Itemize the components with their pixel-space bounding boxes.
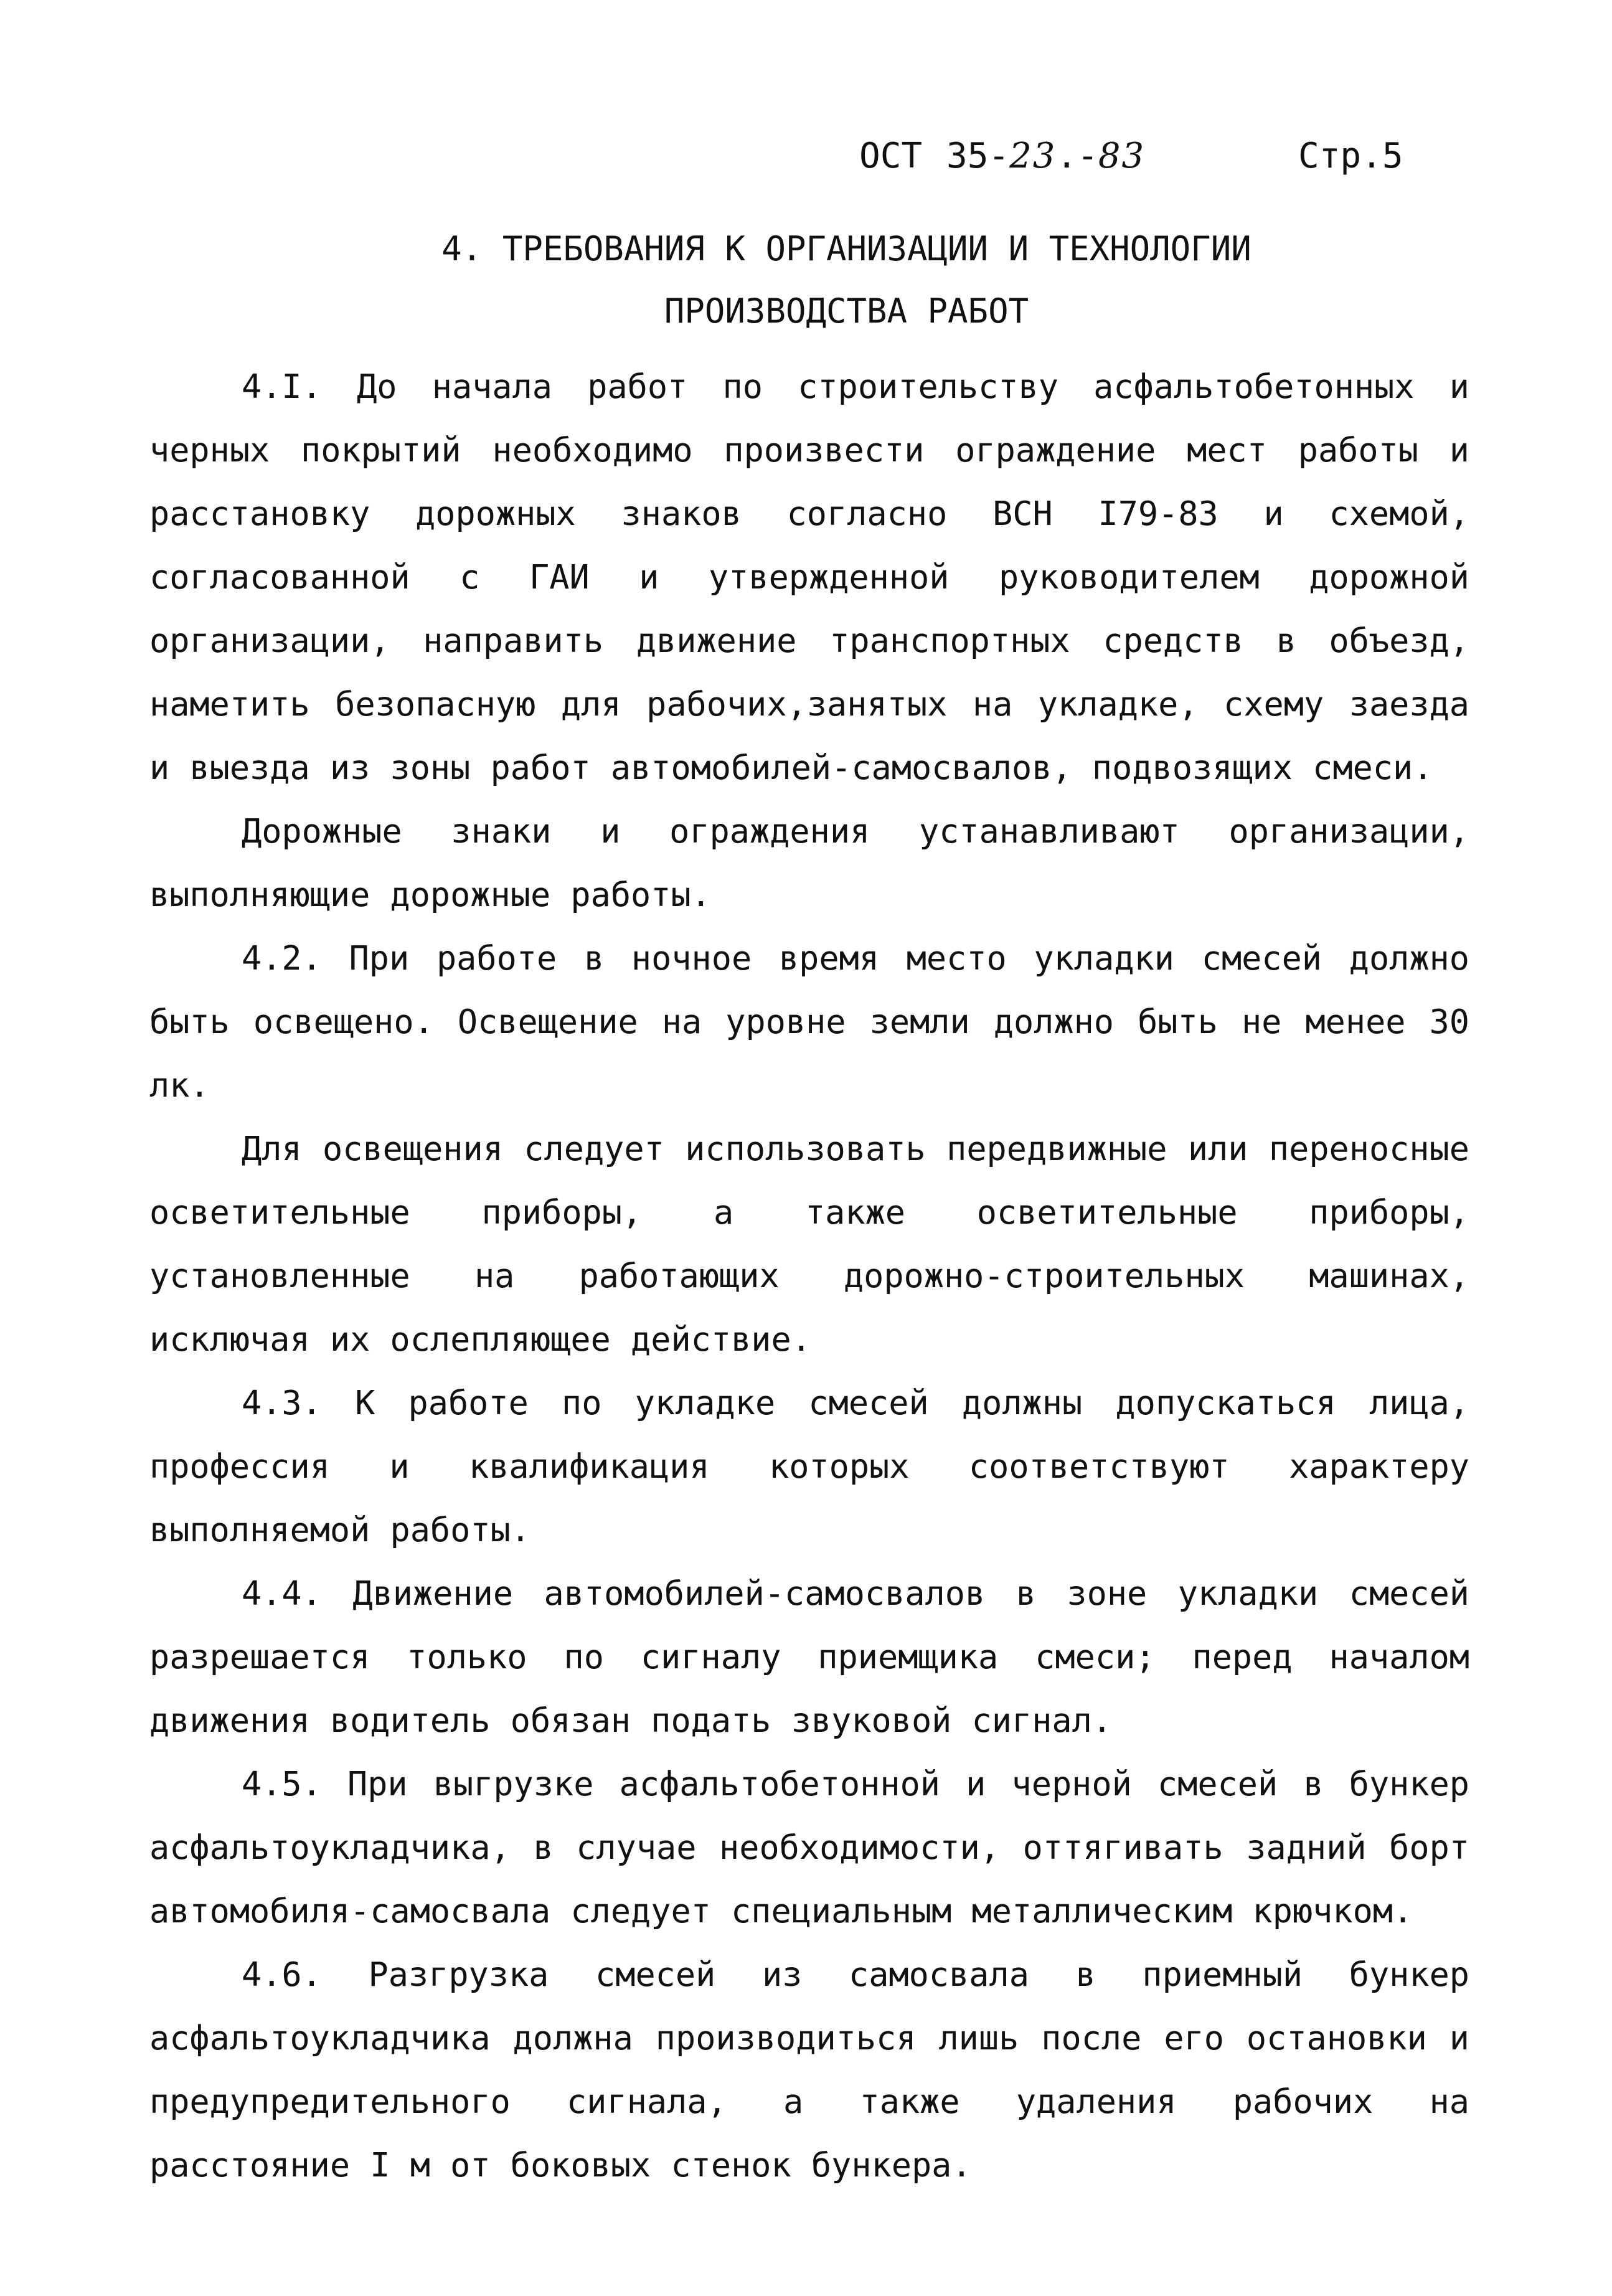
paragraph-4-6: 4.6. Разгрузка смесей из самосвала в приемный бункер асфальтоукладчика должна производиться лишь после его остановки и предупредительного сигнала, а также удаления рабочих на расстояние I м от боковых стенок бункера. — [149, 1955, 1469, 2185]
handwritten-number-2: 83 — [1098, 136, 1146, 176]
section-title-line-1: 4. ТРЕБОВАНИЯ К ОРГАНИЗАЦИИ И ТЕХНОЛОГИИ — [441, 229, 1251, 268]
paragraph-4-1-signs: Дорожные знаки и ограждения устанавливают организации, выполняющие дорожные работы. — [149, 811, 1469, 914]
handwritten-number-1: 23 — [1009, 136, 1057, 176]
page-header — [859, 136, 1482, 204]
standard-number-separator: .- — [1056, 136, 1098, 176]
standard-number — [946, 136, 1145, 176]
paragraph-4-1: 4.I. До начала работ по строительству асфальтобетонных и черных покрытий необходимо произвести ограждение мест работы и расстановку дорожных знаков согласно ВСН I79-83 и схемой, согласованной с ГАИ и утвержденной руководителем дорожной организации, направить движение транспортных средств в объезд, наметить безопасную для рабочих,занятых на укладке, схему заезда и выезда из зоны работ автомобилей-самосвалов, подвозящих смеси. — [149, 367, 1469, 787]
section-title-line-2: ПРОИЗВОДСТВА РАБОТ — [664, 291, 1029, 331]
paragraph-4-2-lighting: Для освещения следует использовать передвижные или переносные осветительные приборы, а также осветительные приборы, установленные на работающих дорожно-строительных машинах, исключая их ослепляющее действие. — [149, 1129, 1469, 1359]
document-body — [149, 355, 1469, 2197]
page-number: Стр.5 — [1298, 136, 1403, 176]
paragraph-4-2: 4.2. При работе в ночное время место укладки смесей должно быть освещено. Освещение на уровне земли должно быть не менее 30 лк. — [149, 938, 1469, 1105]
paragraph-4-3: 4.3. К работе по укладке смесей должны допускаться лица, профессия и квалификация которых соответствуют характеру выполняемой работы. — [149, 1383, 1469, 1549]
standard-number-prefix: 35- — [946, 136, 1010, 176]
paragraph-4-4: 4.4. Движение автомобилей-самосвалов в зоне укладки смесей разрешается только по сигналу приемщика смеси; перед началом движения водитель обязан подать звуковой сигнал. — [149, 1574, 1469, 1740]
paragraph-4-5: 4.5. При выгрузке асфальтобетонной и черной смесей в бункер асфальтоукладчика, в случае необходимости, оттягивать задний борт автомобиля-самосвала следует специальным металлическим крючком. — [149, 1764, 1469, 1930]
standard-code: ОСТ — [859, 136, 923, 176]
